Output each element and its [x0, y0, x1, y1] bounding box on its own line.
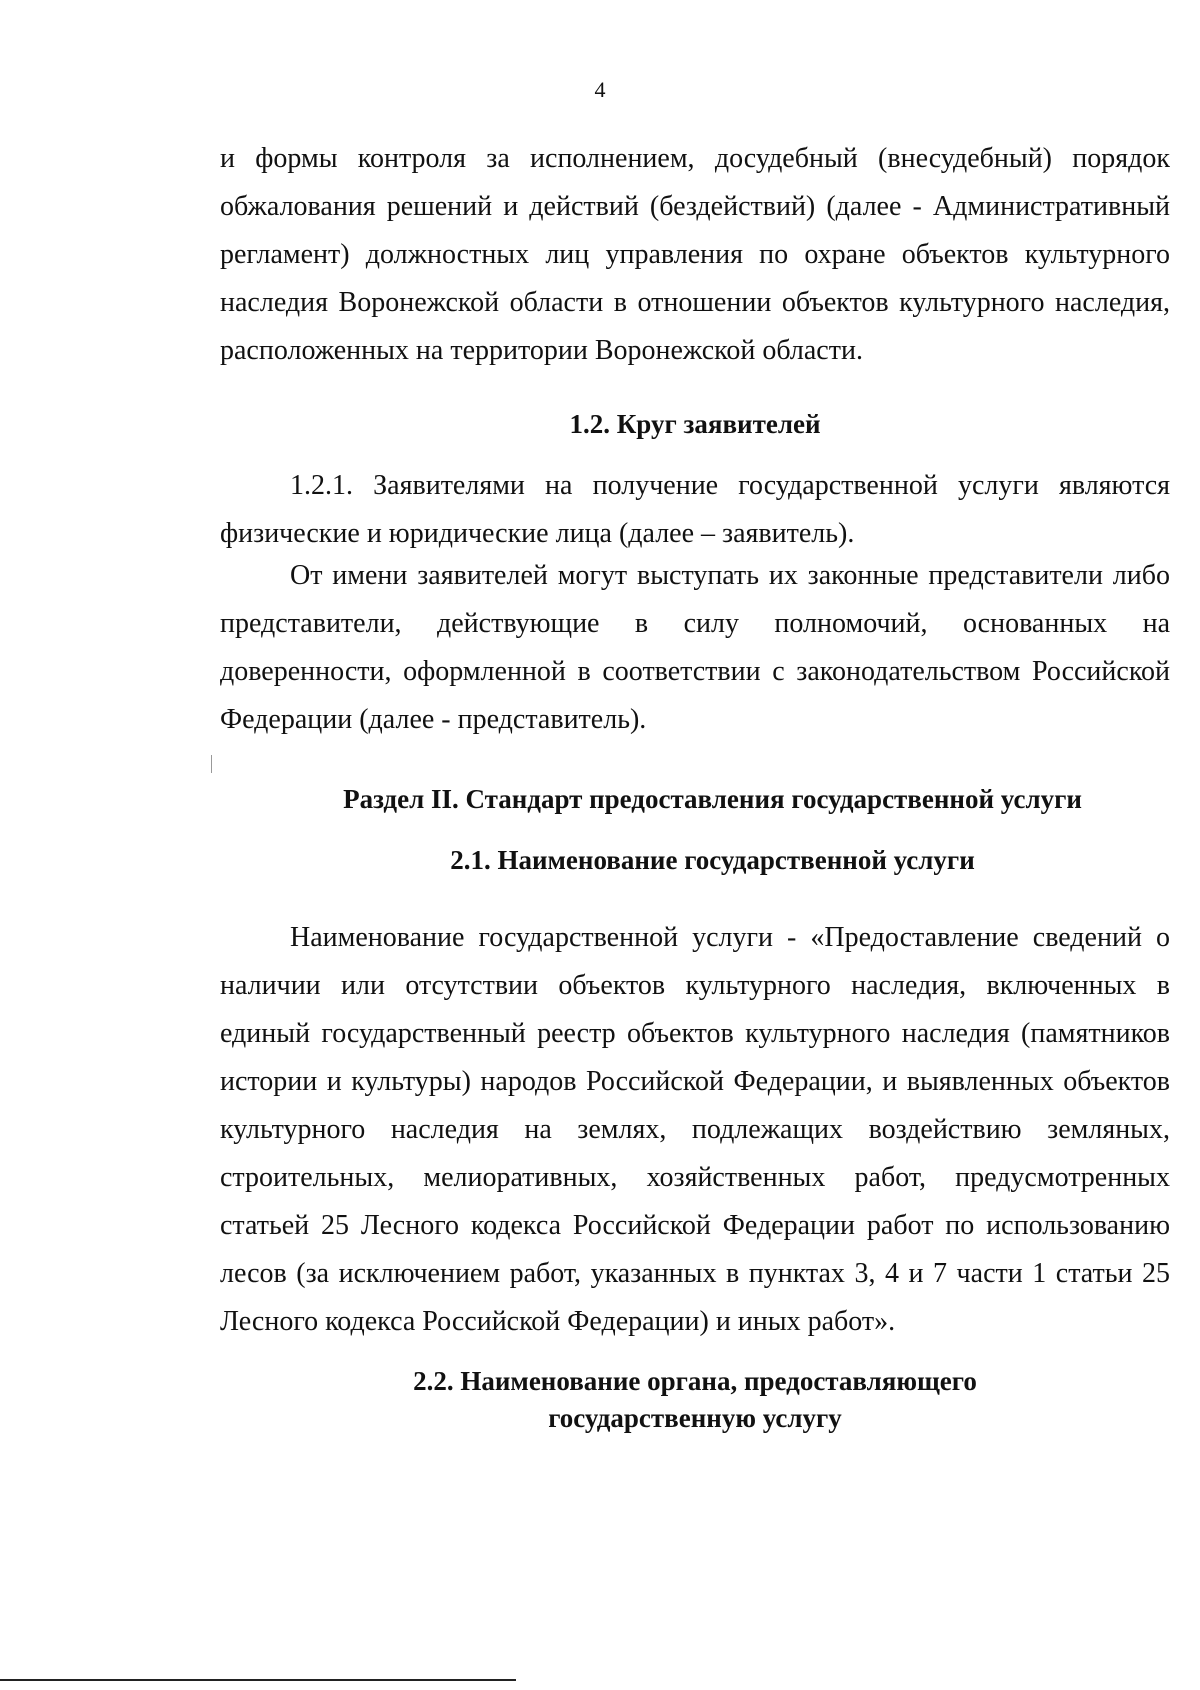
heading-2-2-line2: государственную услугу: [548, 1403, 842, 1433]
paragraph-1-2-1: 1.2.1. Заявителями на получение государственной услуги являются физические и юридические лица (далее – заявитель).: [220, 470, 1170, 549]
paragraph-2-1: Наименование государственной услуги - «Предоставление сведений о наличии или отсутствии объектов культурного наследия, включенных в единый государственный реестр объектов культурного наследия (памятников истории и культуры) народов Российской Федерации, и выявленных объектов культурного наследия на землях, подлежащих воздействию земляных, строительных, мелиоративных, хозяйственных работ, предусмотренных статьей 25 Лесного кодекса Российской Федерации работ по использованию лесов (за исключением работ, указанных в пунктах 3, 4 и 7 части 1 статьи 25 Лесного кодекса Российской Федерации) и иных работ».: [220, 922, 1170, 1337]
heading-2-2-line1: 2.2. Наименование органа, предоставляющего: [413, 1366, 977, 1396]
page-number: 4: [594, 77, 606, 102]
margin-mark: [211, 755, 212, 773]
heading-1-2: 1.2. Круг заявителей: [569, 409, 821, 439]
paragraph-representatives: От имени заявителей могут выступать их законные представители либо представители, действующие в силу полномочий, основанных на доверенности, оформленной в соответствии с законодательством Российской Федерации (далее - представитель).: [220, 560, 1170, 735]
heading-2-1: 2.1. Наименование государственной услуги: [450, 845, 975, 875]
paragraph-intro: и формы контроля за исполнением, досудебный (внесудебный) порядок обжалования решений и действий (бездействий) (далее - Административный регламент) должностных лиц управления по охране объектов культурного наследия Воронежской области в отношении объектов культурного наследия, расположенных на территории Воронежской области.: [220, 143, 1170, 366]
heading-section-2: Раздел II. Стандарт предоставления государственной услуги: [343, 784, 1082, 814]
footer-rule: [0, 1679, 516, 1681]
heading-2-2: [220, 1363, 1170, 1437]
